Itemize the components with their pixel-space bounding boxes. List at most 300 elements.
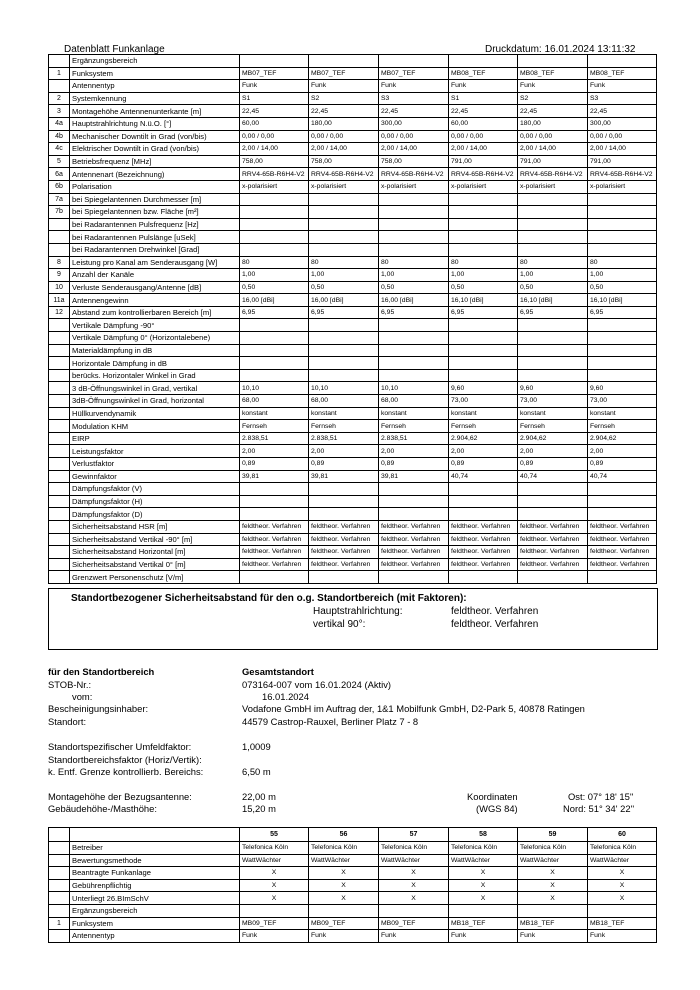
table-cell: 0,89 xyxy=(309,458,379,471)
table-cell: 0,00 / 0,00 xyxy=(518,130,588,143)
table-cell xyxy=(449,231,518,244)
row-label: Gewinnfaktor xyxy=(70,470,240,483)
site-distance-title: Standortbezogener Sicherheitsabstand für den o.g. Standortbereich (mit Faktoren): xyxy=(71,593,467,604)
row-number xyxy=(49,854,70,867)
table-cell xyxy=(588,55,657,68)
table-cell xyxy=(240,193,309,206)
table-cell: 0,00 / 0,00 xyxy=(588,130,657,143)
table-cell: 22,45 xyxy=(588,105,657,118)
row-number xyxy=(49,879,70,892)
table-cell xyxy=(240,508,309,521)
table-cell: 758,00 xyxy=(240,155,309,168)
table-cell: feldtheor. Verfahren xyxy=(379,520,449,533)
table-row xyxy=(49,256,657,269)
table-cell: 1,00 xyxy=(309,269,379,282)
row-label: Dämpfungsfaktor (D) xyxy=(70,508,240,521)
table-cell: Funk xyxy=(588,80,657,93)
row-number xyxy=(49,842,70,855)
table-cell: 300,00 xyxy=(588,117,657,130)
table-cell: 80 xyxy=(449,256,518,269)
row-number xyxy=(49,369,70,382)
main-direction-label: Hauptstrahlrichtung: xyxy=(313,606,403,617)
row-label: Beantragte Funkanlage xyxy=(70,867,240,880)
row-number: 9 xyxy=(49,269,70,282)
row-number xyxy=(49,382,70,395)
header-blank xyxy=(49,828,70,842)
table-row xyxy=(49,520,657,533)
table-cell: 6,95 xyxy=(449,306,518,319)
row-label: EIRP xyxy=(70,432,240,445)
table-cell: Telefonica Köln xyxy=(518,842,588,855)
table-cell: S2 xyxy=(518,92,588,105)
table-cell: feldtheor. Verfahren xyxy=(240,546,309,559)
table-cell xyxy=(518,55,588,68)
table-cell: RRV4-65B-R6H4-V2 xyxy=(309,168,379,181)
row-number xyxy=(49,483,70,496)
table-cell xyxy=(588,495,657,508)
table-cell: feldtheor. Verfahren xyxy=(449,520,518,533)
table-cell: 2,00 xyxy=(309,445,379,458)
table-cell: MB08_TEF xyxy=(449,67,518,80)
table-cell: feldtheor. Verfahren xyxy=(518,558,588,571)
table-cell: 2,00 xyxy=(240,445,309,458)
row-number xyxy=(49,533,70,546)
table-cell xyxy=(240,357,309,370)
table-row xyxy=(49,344,657,357)
table-cell: Funk xyxy=(518,930,588,943)
row-label: Sicherheitsabstand HSR [m] xyxy=(70,520,240,533)
table-cell: 39,81 xyxy=(379,470,449,483)
table-cell: S3 xyxy=(588,92,657,105)
row-number xyxy=(49,520,70,533)
table-cell xyxy=(449,571,518,584)
table-cell: 2.904,62 xyxy=(518,432,588,445)
table-row xyxy=(49,533,657,546)
table-cell xyxy=(588,571,657,584)
table-cell: 791,00 xyxy=(588,155,657,168)
table-cell: 6,95 xyxy=(309,306,379,319)
row-label: Leistungsfaktor xyxy=(70,445,240,458)
row-number xyxy=(49,407,70,420)
table-row xyxy=(49,155,657,168)
coordinates-system: (WGS 84) xyxy=(476,803,518,814)
table-cell: 40,74 xyxy=(518,470,588,483)
table-cell: 791,00 xyxy=(449,155,518,168)
table-cell: 0,00 / 0,00 xyxy=(240,130,309,143)
row-label: Polarisation xyxy=(70,180,240,193)
row-label: Abstand zum kontrollierbaren Bereich [m] xyxy=(70,306,240,319)
row-number xyxy=(49,395,70,408)
table-cell: 80 xyxy=(309,256,379,269)
row-label: Dämpfungsfaktor (H) xyxy=(70,495,240,508)
table-cell: feldtheor. Verfahren xyxy=(588,533,657,546)
table-row xyxy=(49,571,657,584)
table-cell: 6,95 xyxy=(240,306,309,319)
table-row xyxy=(49,130,657,143)
table-cell: 60,00 xyxy=(449,117,518,130)
distance-label: k. Entf. Grenze kontrollierb. Bereichs: xyxy=(48,766,204,777)
document-title: Datenblatt Funkanlage xyxy=(64,44,165,55)
table-cell: 22,45 xyxy=(309,105,379,118)
row-number: 6b xyxy=(49,180,70,193)
table-cell xyxy=(379,193,449,206)
row-label: Horizontale Dämpfung in dB xyxy=(70,357,240,370)
coordinate-east: Ost: 07° 18' 15'' xyxy=(568,791,634,802)
table-cell: 73,00 xyxy=(449,395,518,408)
table-cell xyxy=(379,344,449,357)
table-cell: 1,00 xyxy=(518,269,588,282)
table-cell: 758,00 xyxy=(379,155,449,168)
table-cell: feldtheor. Verfahren xyxy=(309,533,379,546)
table-row xyxy=(49,842,657,855)
table-row xyxy=(49,269,657,282)
table-cell xyxy=(588,508,657,521)
table-cell: Funk xyxy=(449,930,518,943)
row-label: Sicherheitsabstand Vertikal 0° [m] xyxy=(70,558,240,571)
table-cell: feldtheor. Verfahren xyxy=(240,558,309,571)
table-row xyxy=(49,904,657,917)
table-cell: 1,00 xyxy=(379,269,449,282)
table-cell xyxy=(449,508,518,521)
table-cell: MB07_TEF xyxy=(309,67,379,80)
table-cell: 73,00 xyxy=(588,395,657,408)
table-cell xyxy=(379,332,449,345)
row-number: 10 xyxy=(49,281,70,294)
table-cell: X xyxy=(240,867,309,880)
table-cell: 180,00 xyxy=(309,117,379,130)
table-row xyxy=(49,143,657,156)
table-cell: X xyxy=(449,879,518,892)
row-number xyxy=(49,55,70,68)
column-header: 60 xyxy=(588,828,657,842)
row-label: Betriebsfrequenz [MHz] xyxy=(70,155,240,168)
table-cell xyxy=(379,231,449,244)
table-cell xyxy=(309,344,379,357)
table-cell: feldtheor. Verfahren xyxy=(518,520,588,533)
row-number: 4b xyxy=(49,130,70,143)
row-number xyxy=(49,508,70,521)
row-number: 4a xyxy=(49,117,70,130)
table-cell: WattWächter xyxy=(240,854,309,867)
table-cell xyxy=(379,508,449,521)
table-cell xyxy=(379,206,449,219)
row-label: Vertikale Dämpfung 0° (Horizontalebene) xyxy=(70,332,240,345)
table-row xyxy=(49,294,657,307)
table-cell: Funk xyxy=(309,930,379,943)
table-cell: 1,00 xyxy=(449,269,518,282)
table-cell: 1,00 xyxy=(588,269,657,282)
row-label: Antennentyp xyxy=(70,80,240,93)
table-cell: 80 xyxy=(379,256,449,269)
table-cell xyxy=(449,218,518,231)
table-cell xyxy=(588,357,657,370)
table-cell: 2,00 / 14,00 xyxy=(240,143,309,156)
table-row xyxy=(49,458,657,471)
table-cell xyxy=(379,357,449,370)
table-cell: x-polarisiert xyxy=(449,180,518,193)
table-cell: 0,50 xyxy=(518,281,588,294)
row-label: Bewertungsmethode xyxy=(70,854,240,867)
table-cell: X xyxy=(309,892,379,905)
row-label: Unterliegt 26.BImSchV xyxy=(70,892,240,905)
table-cell: feldtheor. Verfahren xyxy=(518,546,588,559)
table-cell: Telefonica Köln xyxy=(240,842,309,855)
table-cell xyxy=(518,904,588,917)
row-label: Dämpfungsfaktor (V) xyxy=(70,483,240,496)
vertical-value: feldtheor. Verfahren xyxy=(451,619,539,630)
table-cell: 80 xyxy=(240,256,309,269)
row-number: 5 xyxy=(49,155,70,168)
table-cell: x-polarisiert xyxy=(379,180,449,193)
row-number xyxy=(49,218,70,231)
row-number: 3 xyxy=(49,105,70,118)
location-label: Standort: xyxy=(48,716,87,727)
table-cell: Funk xyxy=(240,930,309,943)
row-label: Vertikale Dämpfung -90° xyxy=(70,319,240,332)
table-cell: Telefonica Köln xyxy=(379,842,449,855)
table-cell xyxy=(518,218,588,231)
row-label: Hüllkurvendynamik xyxy=(70,407,240,420)
table-cell: 10,10 xyxy=(309,382,379,395)
table-cell: feldtheor. Verfahren xyxy=(309,546,379,559)
vom-value: 16.01.2024 xyxy=(262,691,309,702)
site-area-value: Gesamtstandort xyxy=(242,666,314,677)
table-row xyxy=(49,80,657,93)
table-cell: 9,60 xyxy=(449,382,518,395)
row-label: Betreiber xyxy=(70,842,240,855)
holder-label: Bescheinigungsinhaber: xyxy=(48,703,149,714)
table-cell xyxy=(240,206,309,219)
table-cell xyxy=(518,206,588,219)
table-cell xyxy=(518,231,588,244)
table-cell: 16,10 [dBi] xyxy=(518,294,588,307)
table-cell: feldtheor. Verfahren xyxy=(379,558,449,571)
table-cell xyxy=(449,495,518,508)
table-cell: 0,50 xyxy=(588,281,657,294)
table-row xyxy=(49,483,657,496)
table-cell xyxy=(518,571,588,584)
table-cell xyxy=(518,193,588,206)
column-header: 56 xyxy=(309,828,379,842)
table-cell: 2,00 xyxy=(449,445,518,458)
table-cell: Funk xyxy=(309,80,379,93)
table-cell xyxy=(309,332,379,345)
column-header: 57 xyxy=(379,828,449,842)
table-cell: 9,60 xyxy=(518,382,588,395)
table-cell: 2.904,62 xyxy=(588,432,657,445)
row-label: Materialdämpfung in dB xyxy=(70,344,240,357)
table-cell: feldtheor. Verfahren xyxy=(309,558,379,571)
table-cell: feldtheor. Verfahren xyxy=(588,520,657,533)
table-cell: 16,00 [dBi] xyxy=(309,294,379,307)
table-cell: 80 xyxy=(588,256,657,269)
row-label: Gebührenpflichtig xyxy=(70,879,240,892)
table-row xyxy=(49,218,657,231)
table-cell xyxy=(588,332,657,345)
table-cell: 22,45 xyxy=(518,105,588,118)
table-cell xyxy=(309,571,379,584)
table-cell: RRV4-65B-R6H4-V2 xyxy=(588,168,657,181)
row-number xyxy=(49,904,70,917)
table-cell xyxy=(240,344,309,357)
row-label: Hauptstrahlrichtung N.ü.O. [°] xyxy=(70,117,240,130)
row-label: bei Radarantennen Drehwinkel [Grad] xyxy=(70,243,240,256)
table-cell xyxy=(309,218,379,231)
vom-label: vom: xyxy=(72,691,93,702)
table-cell: feldtheor. Verfahren xyxy=(588,546,657,559)
table-cell xyxy=(309,319,379,332)
building-height-value: 15,20 m xyxy=(242,803,276,814)
table-cell: 758,00 xyxy=(309,155,379,168)
table-cell: X xyxy=(309,867,379,880)
table-cell: S1 xyxy=(240,92,309,105)
row-number xyxy=(49,571,70,584)
table-cell: feldtheor. Verfahren xyxy=(240,520,309,533)
table-row xyxy=(49,332,657,345)
table-cell: Fernseh xyxy=(449,420,518,433)
table-cell xyxy=(379,571,449,584)
table-cell xyxy=(240,231,309,244)
table-cell: 68,00 xyxy=(240,395,309,408)
table-cell xyxy=(379,483,449,496)
table-cell: MB18_TEF xyxy=(449,917,518,930)
vertical-label: vertikal 90°: xyxy=(313,619,366,630)
table-cell xyxy=(449,243,518,256)
table-cell: 22,45 xyxy=(379,105,449,118)
building-height-label: Gebäudehöhe-/Masthöhe: xyxy=(48,803,157,814)
table-cell: 39,81 xyxy=(309,470,379,483)
table-cell xyxy=(379,55,449,68)
row-label: Elektrischer Downtilt in Grad (von/bis) xyxy=(70,143,240,156)
table-cell xyxy=(449,904,518,917)
table-cell: feldtheor. Verfahren xyxy=(588,558,657,571)
table-cell xyxy=(449,332,518,345)
row-label: Verluste Senderausgang/Antenne [dB] xyxy=(70,281,240,294)
table-cell xyxy=(379,319,449,332)
table-row xyxy=(49,319,657,332)
table-cell: MB18_TEF xyxy=(518,917,588,930)
table-cell: S3 xyxy=(379,92,449,105)
table-row xyxy=(49,67,657,80)
table-cell: 6,95 xyxy=(518,306,588,319)
table-cell: S1 xyxy=(449,92,518,105)
table-cell: RRV4-65B-R6H4-V2 xyxy=(449,168,518,181)
table-cell: MB09_TEF xyxy=(379,917,449,930)
table-cell: 2,00 / 14,00 xyxy=(379,143,449,156)
table-row xyxy=(49,206,657,219)
row-label: Antennenart (Bezeichnung) xyxy=(70,168,240,181)
table-row xyxy=(49,231,657,244)
table-cell xyxy=(518,344,588,357)
coordinates-label: Koordinaten xyxy=(467,791,518,802)
table-cell: Telefonica Köln xyxy=(449,842,518,855)
table-row xyxy=(49,369,657,382)
table-cell: 16,10 [dBi] xyxy=(449,294,518,307)
table-cell xyxy=(309,193,379,206)
table-cell xyxy=(240,904,309,917)
row-label: Sicherheitsabstand Vertikal -90° [m] xyxy=(70,533,240,546)
table-cell: feldtheor. Verfahren xyxy=(309,520,379,533)
table-cell xyxy=(240,243,309,256)
table-cell: 0,00 / 0,00 xyxy=(449,130,518,143)
table-row xyxy=(49,306,657,319)
row-label: Funksystem xyxy=(70,67,240,80)
table-cell xyxy=(518,243,588,256)
table-row xyxy=(49,432,657,445)
row-number xyxy=(49,892,70,905)
table-cell xyxy=(588,193,657,206)
row-label: berücks. Horizontaler Winkel in Grad xyxy=(70,369,240,382)
table-cell xyxy=(588,319,657,332)
table-cell: 40,74 xyxy=(449,470,518,483)
table-cell: X xyxy=(518,879,588,892)
row-number xyxy=(49,445,70,458)
table-cell: 0,50 xyxy=(379,281,449,294)
table-cell: 40,74 xyxy=(588,470,657,483)
table-cell: x-polarisiert xyxy=(588,180,657,193)
row-number xyxy=(49,558,70,571)
table-cell xyxy=(449,357,518,370)
table-row xyxy=(49,92,657,105)
table-cell: 2,00 xyxy=(588,445,657,458)
table-cell: 2,00 xyxy=(518,445,588,458)
row-number xyxy=(49,546,70,559)
row-number xyxy=(49,243,70,256)
row-number: 1 xyxy=(49,67,70,80)
holder-value: Vodafone GmbH im Auftrag der, 1&1 Mobilfunk GmbH, D2-Park 5, 40878 Ratingen xyxy=(242,703,585,714)
table-cell: WattWächter xyxy=(379,854,449,867)
row-number xyxy=(49,231,70,244)
table-row xyxy=(49,470,657,483)
table-cell: Funk xyxy=(379,930,449,943)
table-cell: RRV4-65B-R6H4-V2 xyxy=(240,168,309,181)
table-cell: 2.838,51 xyxy=(379,432,449,445)
row-label: Anzahl der Kanäle xyxy=(70,269,240,282)
table-cell: X xyxy=(379,867,449,880)
table-cell xyxy=(240,369,309,382)
row-number xyxy=(49,432,70,445)
table-cell: feldtheor. Verfahren xyxy=(449,533,518,546)
table-cell: feldtheor. Verfahren xyxy=(379,533,449,546)
table-row xyxy=(49,357,657,370)
table-cell xyxy=(588,206,657,219)
table-cell: x-polarisiert xyxy=(240,180,309,193)
table-cell xyxy=(309,55,379,68)
table-cell: WattWächter xyxy=(588,854,657,867)
table-cell: konstant xyxy=(240,407,309,420)
row-number xyxy=(49,930,70,943)
table-cell: Fernseh xyxy=(309,420,379,433)
row-number xyxy=(49,357,70,370)
table-cell xyxy=(518,369,588,382)
table-cell: Funk xyxy=(379,80,449,93)
table-cell xyxy=(379,904,449,917)
table-cell: Fernseh xyxy=(240,420,309,433)
table-cell xyxy=(588,218,657,231)
row-number xyxy=(49,332,70,345)
table-cell: MB08_TEF xyxy=(588,67,657,80)
table-header-row xyxy=(49,828,657,842)
table-cell: 2,00 / 14,00 xyxy=(449,143,518,156)
table-cell xyxy=(309,206,379,219)
table-cell: Fernseh xyxy=(588,420,657,433)
row-label: Antennentyp xyxy=(70,930,240,943)
table-cell xyxy=(449,206,518,219)
table-row xyxy=(49,892,657,905)
table-row xyxy=(49,917,657,930)
table-cell: MB09_TEF xyxy=(309,917,379,930)
table-cell: X xyxy=(379,892,449,905)
